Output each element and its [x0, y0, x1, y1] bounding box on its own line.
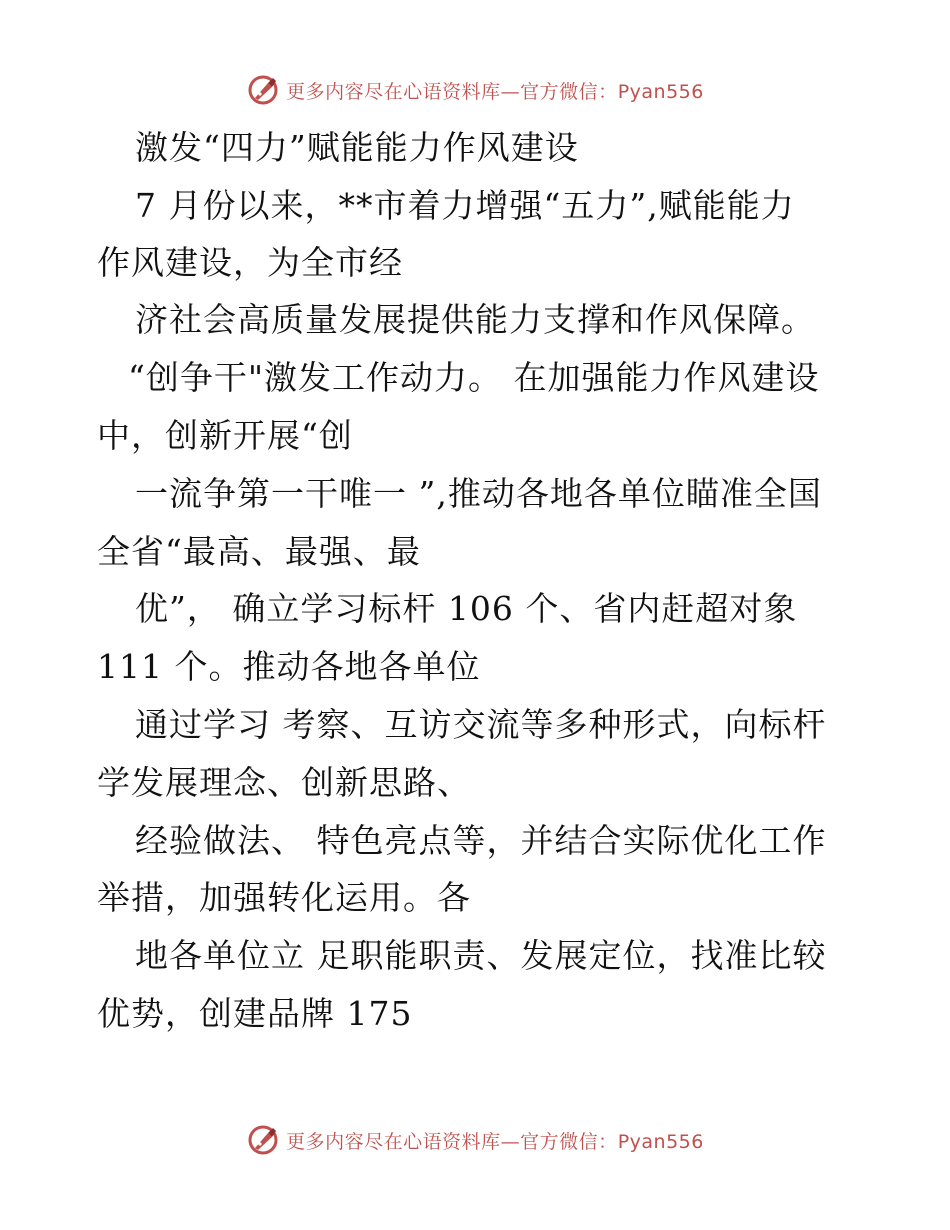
paragraph-line: 一流争第一干唯一 ”,推动各地各单位瞄准全国 — [135, 474, 822, 513]
paragraph-line: 优势，创建品牌 175 — [97, 994, 413, 1033]
paragraph-line: 全省“最高、最强、最 — [97, 532, 421, 571]
paragraph-line: 学发展理念、创新思路、 — [97, 763, 471, 802]
paragraph-line: 济社会高质量发展提供能力支撑和作风保障。 — [135, 300, 815, 339]
paragraph-line: 地各单位立 足职能职责、发展定位，找准比较 — [135, 936, 827, 975]
paragraph-line: 举措，加强转化运用。各 — [97, 878, 471, 917]
watermark-text: 更多内容尽在心语资料库—官方微信：Pyan556 — [286, 1130, 704, 1153]
paragraph-line: 经验做法、 特色亮点等，并结合实际优化工作 — [135, 821, 827, 860]
header-watermark — [0, 70, 950, 110]
watermark-text: 更多内容尽在心语资料库—官方微信：Pyan556 — [286, 80, 704, 103]
paragraph-line: 中，创新开展“创 — [97, 416, 353, 455]
paragraph-line: 作风建设，为全市经 — [97, 243, 403, 282]
paragraph-line: 优”， 确立学习标杆 106 个、省内赶超对象 — [135, 589, 798, 628]
pen-nib-logo-icon — [246, 73, 280, 107]
paragraph-line: 7 月份以来，**市着力增强“五力”,赋能能力 — [135, 186, 795, 225]
footer-watermark — [0, 1120, 950, 1160]
document-title: 激发“四力”赋能能力作风建设 — [135, 128, 579, 167]
paragraph-line: 通过学习 考察、互访交流等多种形式，向标杆 — [135, 705, 827, 744]
paragraph-line: “创争干"激发工作动力。 在加强能力作风建设 — [128, 358, 820, 397]
paragraph-line: 111 个。推动各地各单位 — [97, 647, 481, 686]
pen-nib-logo-icon — [246, 1123, 280, 1157]
